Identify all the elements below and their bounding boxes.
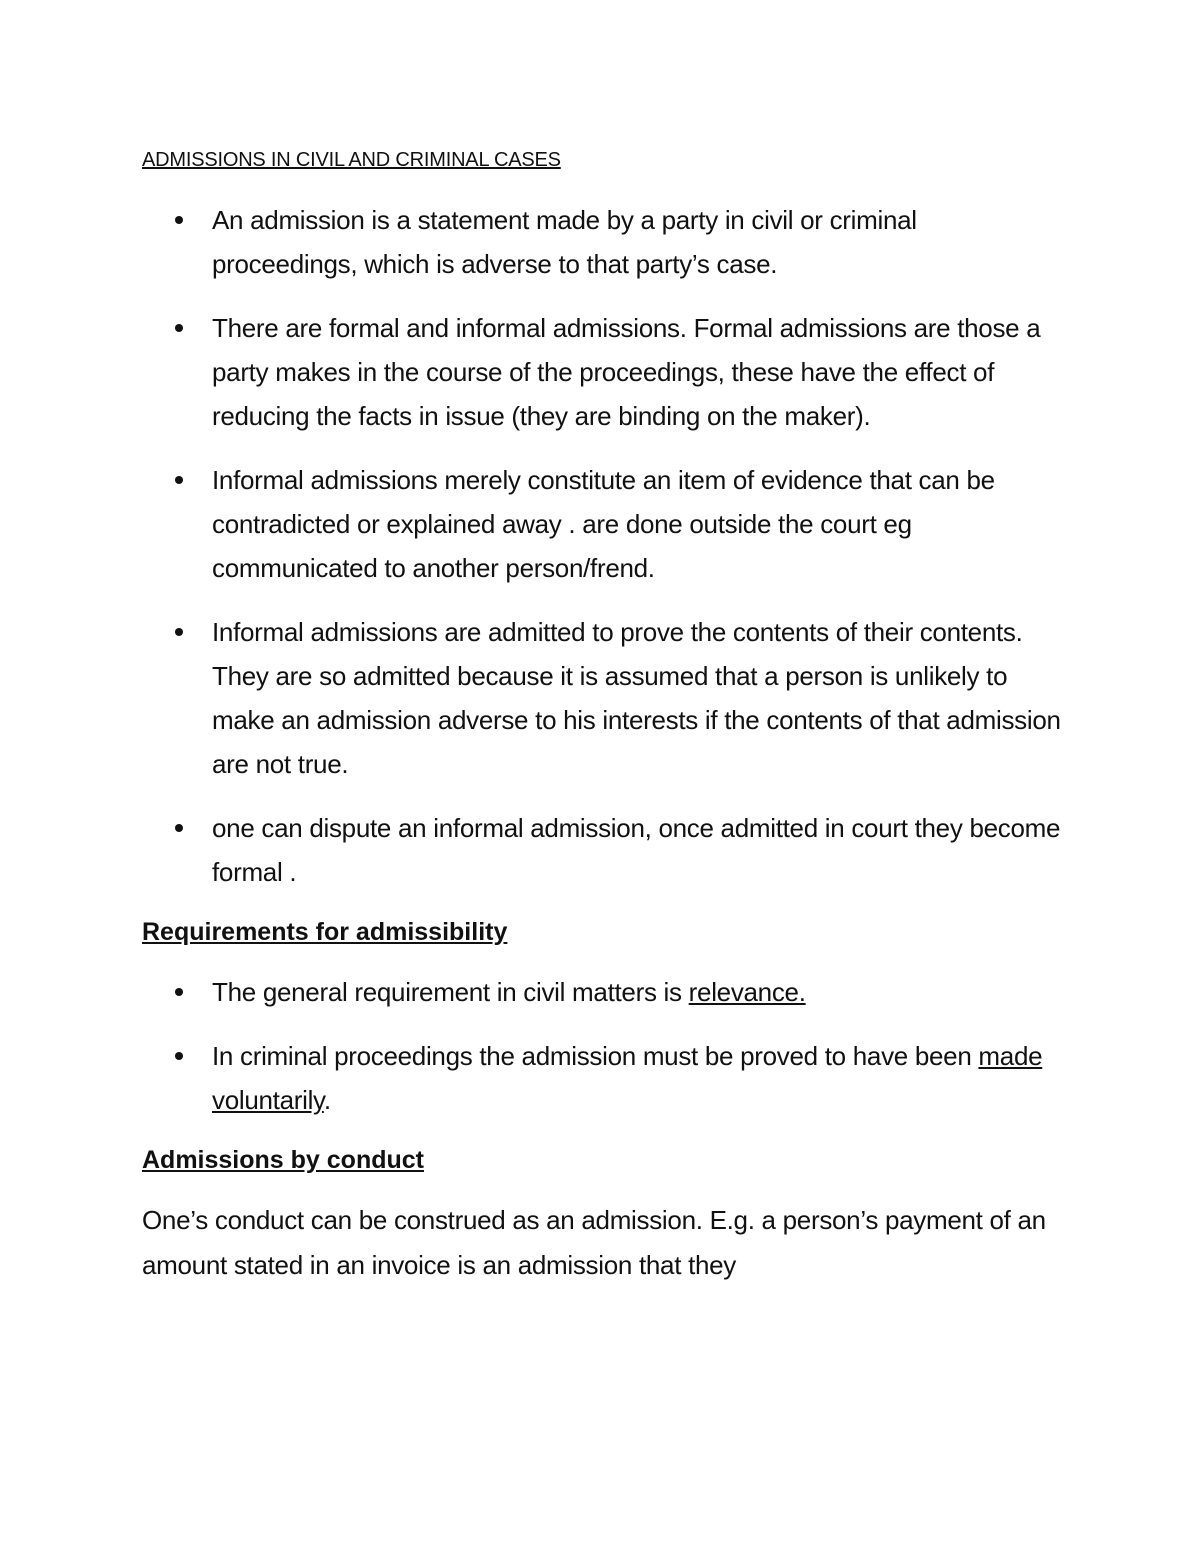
list-item-text: An admission is a statement made by a party in civil or criminal proceedings, which is adverse to that party’s case. — [212, 205, 917, 279]
bullet-icon — [175, 324, 183, 332]
list-item — [142, 1034, 1062, 1122]
bullet-icon — [175, 216, 183, 224]
bullet-icon — [175, 628, 183, 636]
bullet-icon — [175, 988, 183, 996]
requirement-civil-text: The general requirement in civil matters is — [212, 977, 689, 1007]
requirements-heading: Requirements for admissibility — [142, 918, 508, 946]
conduct-heading: Admissions by conduct — [142, 1146, 424, 1174]
conduct-paragraph: One’s conduct can be construed as an admission. E.g. a person’s payment of an amount stated in an invoice is an admission that they — [142, 1205, 1046, 1280]
list-item-text: Informal admissions merely constitute an item of evidence that can be contradicted or explained away . are done outside the court eg communicated to another person/frend. — [212, 465, 995, 583]
list-item — [142, 970, 1062, 1014]
document-title: ADMISSIONS IN CIVIL AND CRIMINAL CASES — [142, 149, 561, 171]
bullet-icon — [175, 824, 183, 832]
bullet-icon — [175, 476, 183, 484]
list-item-text: Informal admissions are admitted to prove the contents of their contents. They are so admitted because it is assumed that a person is unlikely to make an admission adverse to his interests if the contents of that admission are not true. — [212, 617, 1061, 779]
requirement-criminal-text: In criminal proceedings the admission must be proved to have been — [212, 1041, 979, 1071]
document-body — [142, 144, 1062, 1288]
requirements-bullet-list — [142, 970, 1062, 1122]
intro-bullet-list — [142, 198, 1062, 894]
list-item — [142, 198, 1062, 286]
voluntarily-term: made voluntarily — [212, 1041, 1043, 1115]
requirement-criminal-end: . — [323, 1085, 331, 1115]
list-item-text: one can dispute an informal admission, once admitted in court they become formal . — [212, 813, 1061, 887]
list-item — [142, 806, 1062, 894]
bullet-icon — [175, 1052, 183, 1060]
list-item-text: There are formal and informal admissions. Formal admissions are those a party makes in the course of the proceedings, these have the effect of reducing the facts in issue (they are binding on the maker). — [212, 313, 1041, 431]
list-item — [142, 306, 1062, 438]
list-item — [142, 458, 1062, 590]
relevance-term: relevance. — [688, 977, 806, 1007]
list-item — [142, 610, 1062, 786]
